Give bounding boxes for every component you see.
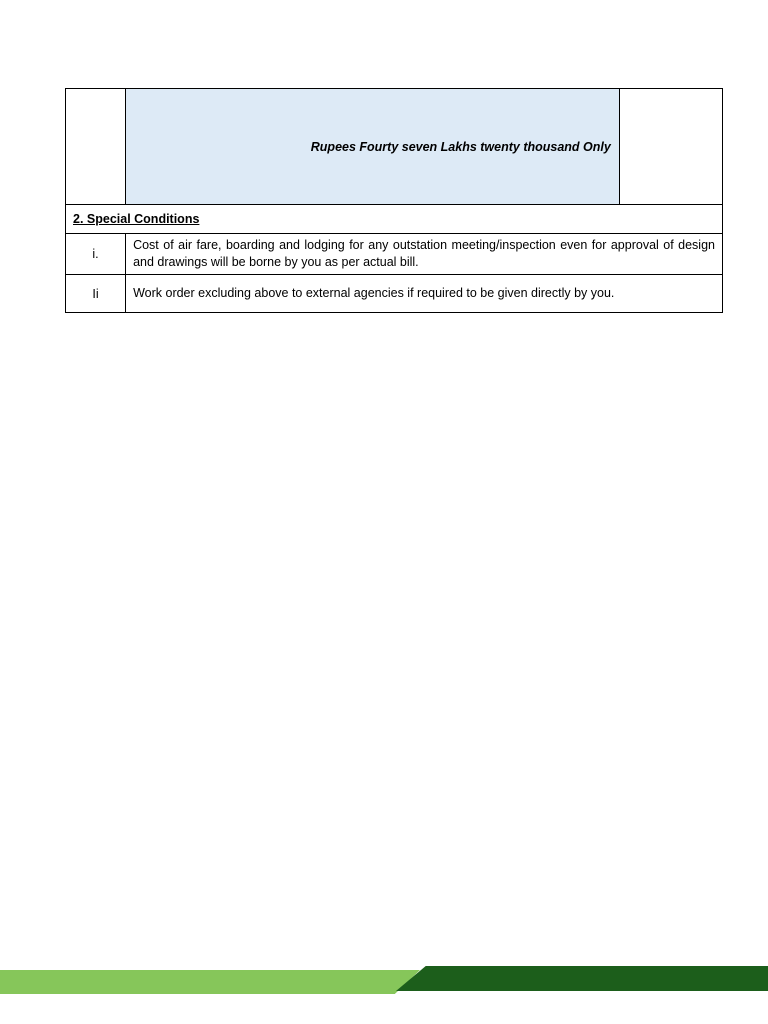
amount-row-number-cell (66, 89, 126, 205)
footer-light-green-band (0, 970, 420, 994)
amount-row (66, 89, 723, 205)
document-table (65, 88, 723, 313)
footer-dark-green-band (396, 966, 768, 991)
condition-text: Work order excluding above to external agencies if required to be given directly by you. (126, 275, 723, 313)
amount-row-value-cell (619, 89, 722, 205)
amount-in-words: Rupees Fourty seven Lakhs twenty thousand Only (126, 89, 620, 205)
section-heading-row (66, 205, 723, 234)
condition-number: Ii (66, 275, 126, 313)
condition-text: Cost of air fare, boarding and lodging for any outstation meeting/inspection even for approval of design and drawings will be borne by you as per actual bill. (126, 234, 723, 275)
table-row (66, 275, 723, 313)
section-heading: 2. Special Conditions (66, 205, 723, 234)
table-row (66, 234, 723, 275)
condition-number: i. (66, 234, 126, 275)
